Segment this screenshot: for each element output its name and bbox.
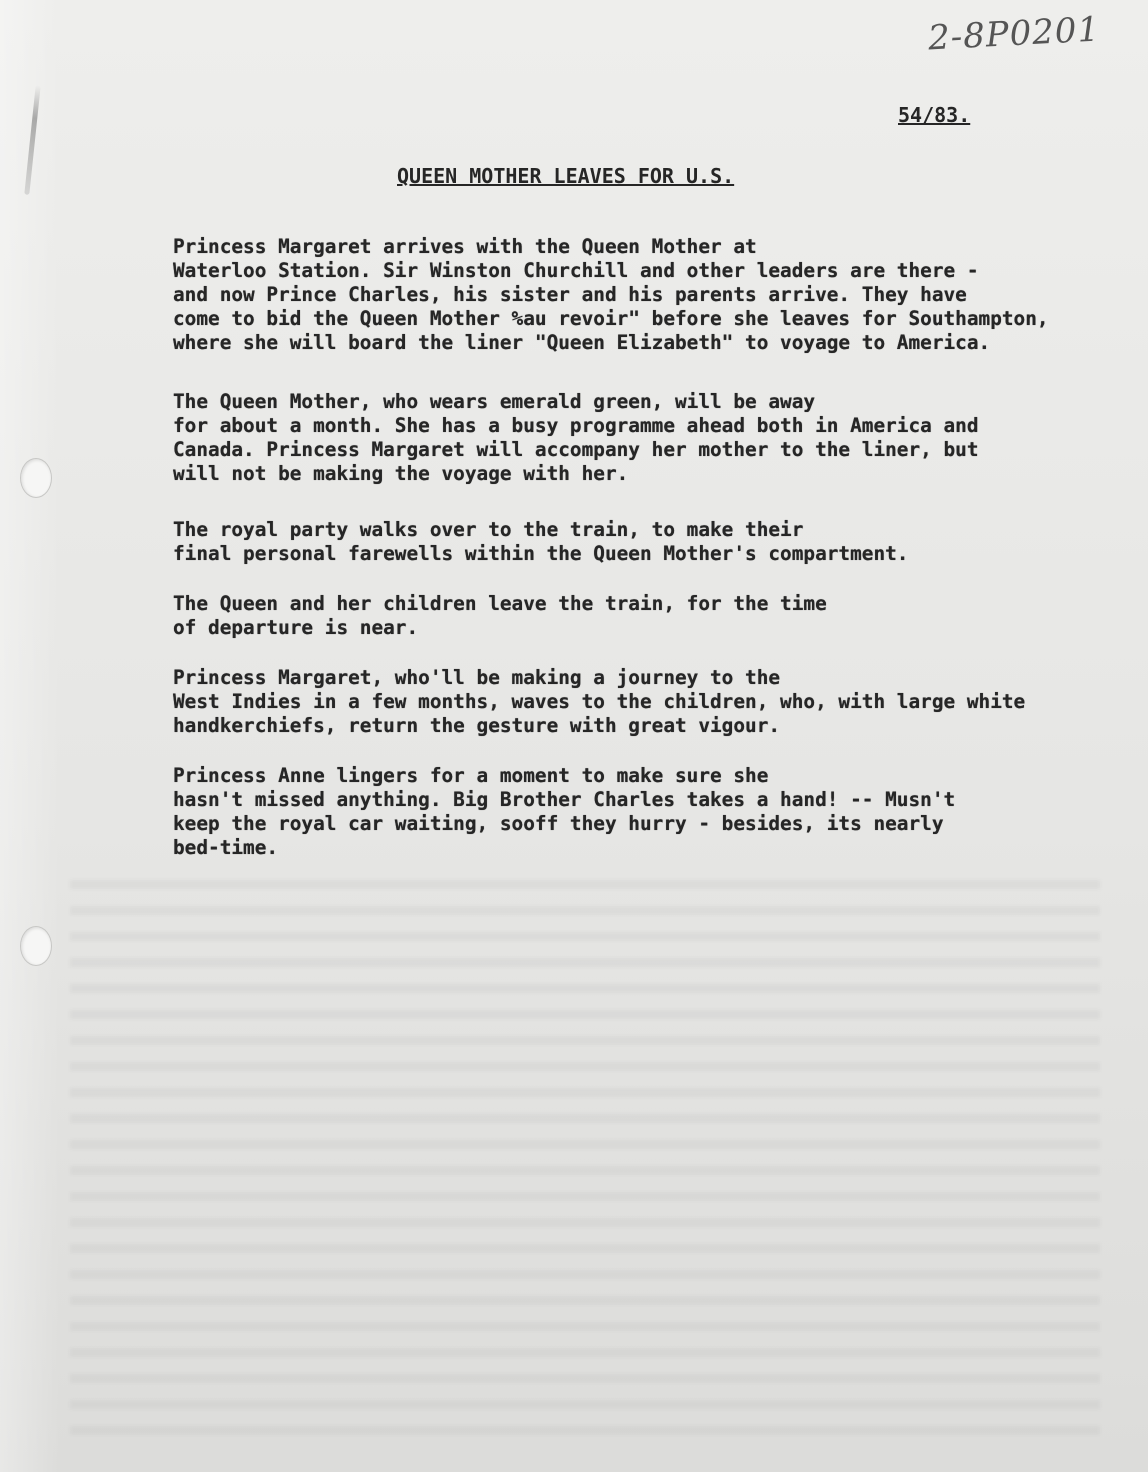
reverse-side-showthrough xyxy=(70,880,1100,1440)
paragraph: Princess Margaret arrives with the Queen Mother at Waterloo Station. Sir Winston Churchill and other leaders are there - and now Prince Charles, his sister and his parents arrive. They have come to bid the Queen Mother %au revoir" before she leaves for Southampton, where she will board the liner "Queen Elizabeth" to voyage to America. xyxy=(173,235,1049,354)
reference-number: 54/83. xyxy=(898,103,971,127)
punch-hole xyxy=(20,458,52,498)
handwritten-reference: 2-8P0201 xyxy=(927,9,1102,59)
document-headline: QUEEN MOTHER LEAVES FOR U.S. xyxy=(397,164,735,188)
paragraph: The royal party walks over to the train, to make their final personal farewells within the Queen Mother's compartment. xyxy=(173,518,909,565)
paragraph: Princess Margaret, who'll be making a journey to the West Indies in a few months, waves to the children, who, with large white handkerchiefs, return the gesture with great vigour. xyxy=(173,666,1026,737)
margin-pencil-mark xyxy=(24,85,40,195)
punch-hole xyxy=(20,926,52,966)
paragraph: The Queen and her children leave the train, for the time of departure is near. xyxy=(173,592,827,639)
paragraph: Princess Anne lingers for a moment to make sure she hasn't missed anything. Big Brother Charles takes a hand! -- Musn't keep the royal car waiting, sooff they hurry - besides, its nearly bed-time. xyxy=(173,764,956,859)
paragraph: The Queen Mother, who wears emerald green, will be away for about a month. She has a busy programme ahead both in America and Canada. Princess Margaret will accompany her mother to the liner, but will not be making the voyage with her. xyxy=(173,390,979,485)
